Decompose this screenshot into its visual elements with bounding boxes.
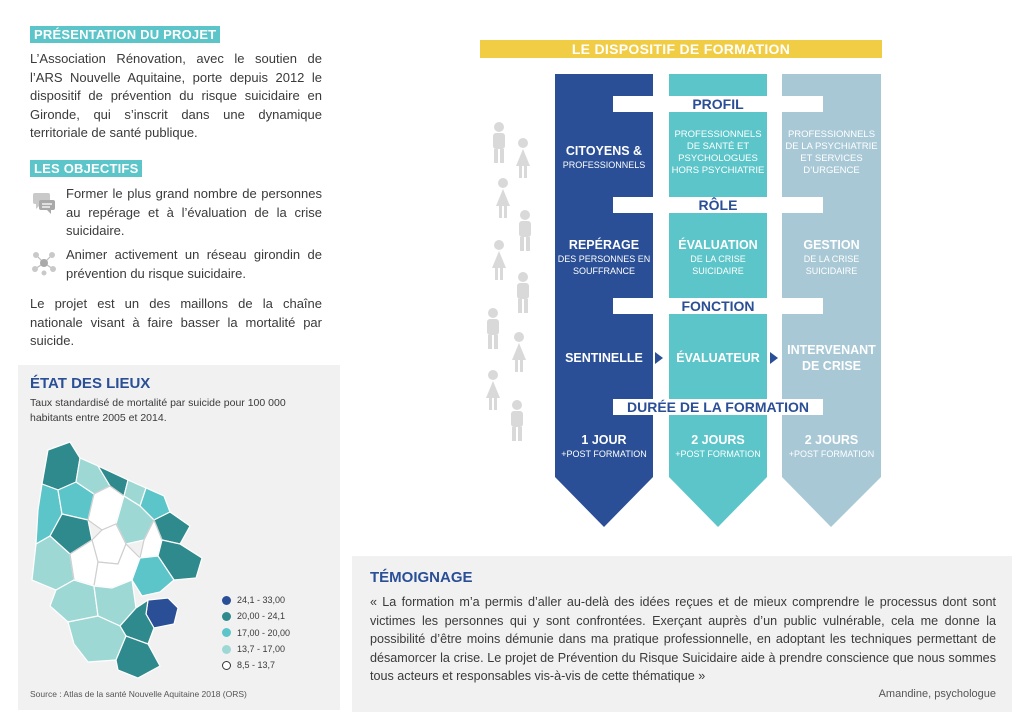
col3-profil: PROFESSIONNELS DE LA PSYCHIATRIE ET SERVICES D’URGENCE (785, 129, 878, 176)
legend-item: 24,1 - 33,00 (222, 592, 290, 608)
col1-duree: 1 JOUR +POST FORMATION (561, 433, 647, 459)
legend-swatch (222, 596, 231, 605)
map-legend (222, 592, 290, 673)
objectifs-heading: LES OBJECTIFS (30, 160, 142, 178)
col1-fonction: SENTINELLE (565, 351, 643, 365)
label-fonction: FONCTION (613, 298, 823, 314)
legend-swatch (222, 612, 231, 621)
presentation-heading: PRÉSENTATION DU PROJET (30, 26, 220, 44)
legend-swatch (222, 645, 231, 654)
etat-des-lieux-subtitle: Taux standardisé de mortalité par suicide pour 100 000 habitants entre 2005 et 2014. (30, 397, 286, 424)
col1-profil: CITOYENS & PROFESSIONNELS (562, 144, 646, 170)
objectif-item-formation (30, 185, 322, 241)
label-role: RÔLE (613, 197, 823, 213)
gironde-map (28, 440, 218, 680)
temoignage-author: Amandine, psychologue (878, 688, 996, 700)
temoignage-title: TÉMOIGNAGE (370, 569, 473, 586)
label-profil: PROFIL (613, 96, 823, 112)
col3-fonction: INTERVENANT DE CRISE (787, 343, 876, 373)
col1-role: REPÉRAGE DES PERSONNES EN SOUFFRANCE (557, 238, 651, 276)
objectif-text: Former le plus grand nombre de personnes au repérage et à l’évaluation de la crise suicidaire. (66, 186, 322, 238)
label-duree: DURÉE DE LA FORMATION (613, 399, 823, 415)
dispositif-title: LE DISPOSITIF DE FORMATION (480, 40, 882, 58)
arrow-right-icon (770, 352, 778, 364)
legend-swatch (222, 628, 231, 637)
legend-swatch (222, 661, 231, 670)
legend-item: 8,5 - 13,7 (222, 657, 290, 673)
temoignage-quote: « La formation m’a permis d’aller au-delà des idées reçues et de mieux comprendre le processus dont sont victimes les personnes qui y sont confrontées. Exerçant auprès d’un public vulnérable, cela me donne la possibilité d’être moins démunie dans ma pratique professionnelle, en adoptant les techniques permettant de désamorcer la crise. Le projet de Prévention du Risque Suicidaire aide à prendre conscience que nous sommes tous acteurs et responsables vis-à-vis de cette thématique » (370, 595, 996, 684)
map-source: Source : Atlas de la santé Nouvelle Aquitaine 2018 (ORS) (30, 689, 247, 699)
col2-fonction: ÉVALUATEUR (676, 351, 760, 365)
legend-item: 13,7 - 17,00 (222, 641, 290, 657)
col2-duree: 2 JOURS +POST FORMATION (675, 433, 761, 459)
col3-duree: 2 JOURS +POST FORMATION (788, 433, 875, 459)
legend-item: 20,00 - 24,1 (222, 608, 290, 624)
objectif-text: Animer activement un réseau girondin de prévention du risque suicidaire. (66, 247, 322, 281)
presentation-text: L’Association Rénovation, avec le soutien de l’ARS Nouvelle Aquitaine, porte depuis 2012 le dispositif de prévention du risque suicidaire en Gironde, qui s’inscrit dans une dynamique territoriale de santé publique. (30, 51, 322, 140)
arrow-right-icon (655, 352, 663, 364)
network-icon (30, 246, 66, 283)
col2-profil: PROFESSIONNELS DE SANTÉ ET PSYCHOLOGUES HORS PSYCHIATRIE (671, 129, 765, 176)
people-icon (476, 120, 546, 460)
chat-bubbles-icon (30, 185, 66, 241)
etat-des-lieux-title: ÉTAT DES LIEUX (30, 375, 151, 392)
objectifs-conclusion: Le projet est un des maillons de la chaîne nationale visant à faire basser la mortalité par suicide. (30, 296, 322, 348)
objectif-item-reseau (30, 246, 322, 283)
col2-role: ÉVALUATION DE LA CRISE SUICIDAIRE (678, 238, 758, 276)
col3-role: GESTION DE LA CRISE SUICIDAIRE (803, 238, 860, 276)
legend-item: 17,00 - 20,00 (222, 625, 290, 641)
